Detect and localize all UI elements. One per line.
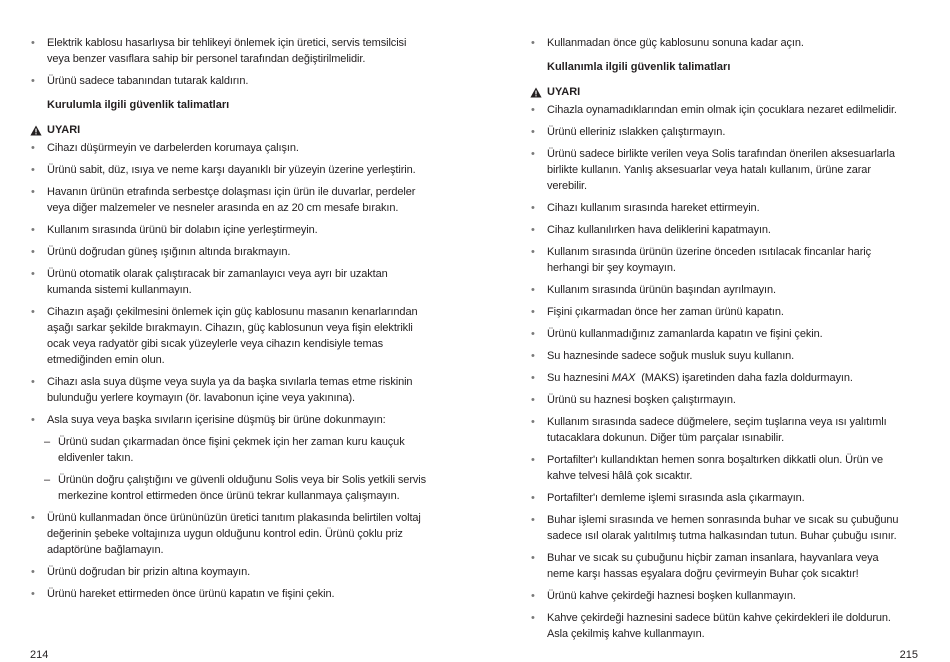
list-item: [530, 392, 900, 408]
item-text: Ürünü doğrudan güneş ışığının altında bırakmayın.: [47, 246, 291, 258]
list-item: [30, 374, 430, 406]
right-page: [475, 0, 950, 660]
list-item: [530, 200, 900, 216]
item-text: Cihazı düşürmeyin ve darbelerden korumaya çalışın.: [47, 142, 299, 154]
list-item: [30, 304, 430, 368]
warning-label: [30, 122, 430, 138]
item-text-before: Su haznesini: [547, 372, 612, 384]
item-text: Ürünü sabit, düz, ısıya ve neme karşı dayanıklı bir yüzeyin üzerine yerleştirin.: [47, 164, 416, 176]
item-text: Ürünü kullanmadan önce ürününüzün üretici tanıtım plakasında belirtilen voltaj değerinin şebeke voltajınıza uygun olduğunu kontrol edin. Ürünü çoklu priz adaptörüne bağlamayın.: [47, 512, 421, 556]
list-item: [30, 564, 430, 580]
item-text: Ürünü su haznesi boşken çalıştırmayın.: [547, 394, 736, 406]
list-item: [30, 35, 430, 67]
warning-text: UYARI: [547, 86, 581, 98]
bullet-icon: •: [531, 372, 535, 384]
list-item: [30, 412, 430, 428]
list-item: [530, 588, 900, 604]
warning-triangle-icon: [530, 87, 542, 98]
bullet-icon: •: [31, 142, 35, 154]
item-text: Portafilter'ı demleme işlemi sırasında asla çıkarmayın.: [547, 492, 805, 504]
list-item: [530, 282, 900, 298]
bullet-icon: •: [31, 566, 35, 578]
list-item: [30, 222, 430, 238]
bullet-icon: •: [531, 394, 535, 406]
item-text: Kahve çekirdeği haznesini sadece bütün kahve çekirdekleri ile doldurun. Asla çekilmiş kahve kullanmayın.: [547, 612, 891, 640]
item-text: Asla suya veya başka sıvıların içerisine düşmüş bir ürüne dokunmayın:: [47, 414, 386, 426]
sub-list-item: [44, 434, 430, 466]
item-text: Elektrik kablosu hasarlıysa bir tehlikeyi önlemek için üretici, servis temsilcisi veya benzer vasıflara sahip bir personel tarafından değiştirilmelidir.: [47, 37, 407, 65]
item-text: Ürünü kullanmadığınız zamanlarda kapatın ve fişini çekin.: [547, 328, 823, 340]
bullet-icon: •: [531, 552, 535, 564]
item-text: Ürünü kahve çekirdeği haznesi boşken kullanmayın.: [547, 590, 796, 602]
list-item: [30, 510, 430, 558]
max-marking: MAX: [611, 372, 636, 384]
bullet-icon: •: [31, 512, 35, 524]
bullet-icon: •: [31, 268, 35, 280]
bullet-icon: •: [531, 306, 535, 318]
list-item: [530, 35, 900, 51]
list-item: [530, 102, 900, 118]
list-item: [30, 73, 430, 89]
bullet-icon: •: [31, 306, 35, 318]
bullet-icon: •: [31, 37, 35, 49]
bullet-icon: •: [531, 350, 535, 362]
list-item: [530, 490, 900, 506]
bullet-icon: •: [31, 376, 35, 388]
item-text: Kullanmadan önce güç kablosunu sonuna kadar açın.: [547, 37, 804, 49]
list-item: [530, 550, 900, 582]
section-heading: Kullanımla ilgili güvenlik talimatları: [547, 61, 731, 73]
bullet-icon: •: [31, 414, 35, 426]
list-item: [530, 348, 900, 364]
bullet-icon: •: [531, 416, 535, 428]
bullet-icon: •: [31, 246, 35, 258]
item-text: Ürünü elleriniz ıslakken çalıştırmayın.: [547, 126, 726, 138]
dash-icon: –: [44, 474, 51, 486]
list-item: [30, 586, 430, 602]
item-text: Havanın ürünün etrafında serbestçe dolaşması için ürün ile duvarlar, perdeler veya diğer malzemeler ve nesneler arasında en az 20 cm mesafe bırakın.: [47, 186, 416, 214]
page-number: 215: [899, 649, 918, 661]
bullet-icon: •: [31, 588, 35, 600]
item-text: Kullanım sırasında ürünü bir dolabın içine yerleştirmeyin.: [47, 224, 318, 236]
item-text: Buhar ve sıcak su çubuğunu hiçbir zaman insanlara, hayvanlara veya neme karşı hassas eşyalara doğru çevirmeyin Buhar çok sıcaktır!: [547, 552, 879, 580]
item-text: Cihazın aşağı çekilmesini önlemek için güç kablosunu masanın kenarlarından aşağı sarkar şekilde bırakmayın. Cihazın, güç kablosunun veya fişin elektrikli ocak veya radyatör gibi sıcak yüzeylerle veya cihazın kendisiyle temas etmediğinden emin olun.: [47, 306, 418, 366]
warning-text: UYARI: [47, 124, 81, 136]
bullet-icon: •: [531, 148, 535, 160]
bullet-icon: •: [531, 612, 535, 624]
item-text: Ürünü sadece tabanından tutarak kaldırın.: [47, 75, 249, 87]
warning-triangle-icon: [30, 125, 42, 136]
dash-icon: –: [44, 436, 51, 448]
bullet-icon: •: [531, 126, 535, 138]
list-item: [530, 452, 900, 484]
list-item: [530, 414, 900, 446]
bullet-icon: •: [531, 284, 535, 296]
list-item: [530, 370, 900, 386]
item-text: Portafilter'ı kullandıktan hemen sonra boşaltırken dikkatli olun. Ürün ve kahve telvesi hâlâ çok sıcaktır.: [547, 454, 883, 482]
warning-label: [530, 84, 900, 100]
bullet-icon: •: [531, 37, 535, 49]
bullet-icon: •: [531, 104, 535, 116]
bullet-icon: •: [31, 164, 35, 176]
bullet-icon: •: [531, 328, 535, 340]
item-text: Kullanım sırasında ürünün başından ayrılmayın.: [547, 284, 776, 296]
item-text: Cihazı kullanım sırasında hareket ettirmeyin.: [547, 202, 760, 214]
list-item: [30, 184, 430, 216]
bullet-icon: •: [531, 224, 535, 236]
list-item: [530, 610, 900, 642]
left-column: [30, 35, 430, 608]
right-column: [530, 35, 900, 648]
item-text: Buhar işlemi sırasında ve hemen sonrasında buhar ve sıcak su çubuğunu sadece ısıl olarak yalıtılmış tutma halkasından tutun. Buhar çubuğu ısınır.: [547, 514, 899, 542]
item-text: Ürünü sudan çıkarmadan önce fişini çekmek için her zaman kuru kauçuk eldivenler takın.: [58, 436, 405, 464]
item-text: Cihaz kullanılırken hava deliklerini kapatmayın.: [547, 224, 771, 236]
bullet-icon: •: [31, 224, 35, 236]
bullet-icon: •: [31, 186, 35, 198]
section-heading: Kurulumla ilgili güvenlik talimatları: [47, 99, 230, 111]
sub-list-item: [44, 472, 430, 504]
list-item: [530, 124, 900, 140]
list-item: [530, 244, 900, 276]
list-item: [30, 140, 430, 156]
bullet-icon: •: [531, 454, 535, 466]
left-page: [0, 0, 475, 660]
item-text: Su haznesinde sadece soğuk musluk suyu kullanın.: [547, 350, 795, 362]
item-text: Cihazı asla suya düşme veya suyla ya da başka sıvılarla temas etme riskinin bulunduğu yerlere koymayın (ör. lavabonun içine veya yakınına).: [47, 376, 413, 404]
list-item: [530, 304, 900, 320]
list-item: [530, 512, 900, 544]
item-text: Ürünü otomatik olarak çalıştıracak bir zamanlayıcı veya ayrı bir uzaktan kumanda sistemi kullanmayın.: [47, 268, 388, 296]
item-text: Ürünü sadece birlikte verilen veya Solis tarafından önerilen aksesuarlarla birlikte kullanın. Yanlış aksesuarlar veya hatalı kullanım, ürüne zarar verebilir.: [547, 148, 895, 192]
list-item: [30, 162, 430, 178]
list-item: [30, 266, 430, 298]
bullet-icon: •: [31, 75, 35, 87]
item-text: Fişini çıkarmadan önce her zaman ürünü kapatın.: [547, 306, 784, 318]
item-text: Kullanım sırasında sadece düğmelere, seçim tuşlarına veya ısı yalıtımlı tutacaklara dokunun. Diğer tüm parçalar ısınabilir.: [547, 416, 887, 444]
page-number: 214: [30, 649, 49, 661]
bullet-icon: •: [531, 202, 535, 214]
item-text: Ürünün doğru çalıştığını ve güvenli olduğunu Solis veya bir Solis yetkili servis merkezine kontrol ettirmeden önce ürünü tekrar kullanmaya çalışmayın.: [58, 474, 427, 502]
bullet-icon: •: [531, 514, 535, 526]
list-item: [530, 326, 900, 342]
item-text: Ürünü doğrudan bir prizin altına koymayın.: [47, 566, 251, 578]
item-text-after: (MAKS) işaretinden daha fazla doldurmayın.: [635, 372, 853, 384]
bullet-icon: •: [531, 246, 535, 258]
item-text: Ürünü hareket ettirmeden önce ürünü kapatın ve fişini çekin.: [47, 588, 335, 600]
list-item: [30, 244, 430, 260]
bullet-icon: •: [531, 590, 535, 602]
list-item: [530, 222, 900, 238]
bullet-icon: •: [531, 492, 535, 504]
list-item: [530, 146, 900, 194]
item-text: Cihazla oynamadıklarından emin olmak için çocuklara nezaret edilmelidir.: [547, 104, 897, 116]
item-text: Kullanım sırasında ürünün üzerine önceden ısıtılacak fincanlar hariç herhangi bir şey koymayın.: [547, 246, 871, 274]
